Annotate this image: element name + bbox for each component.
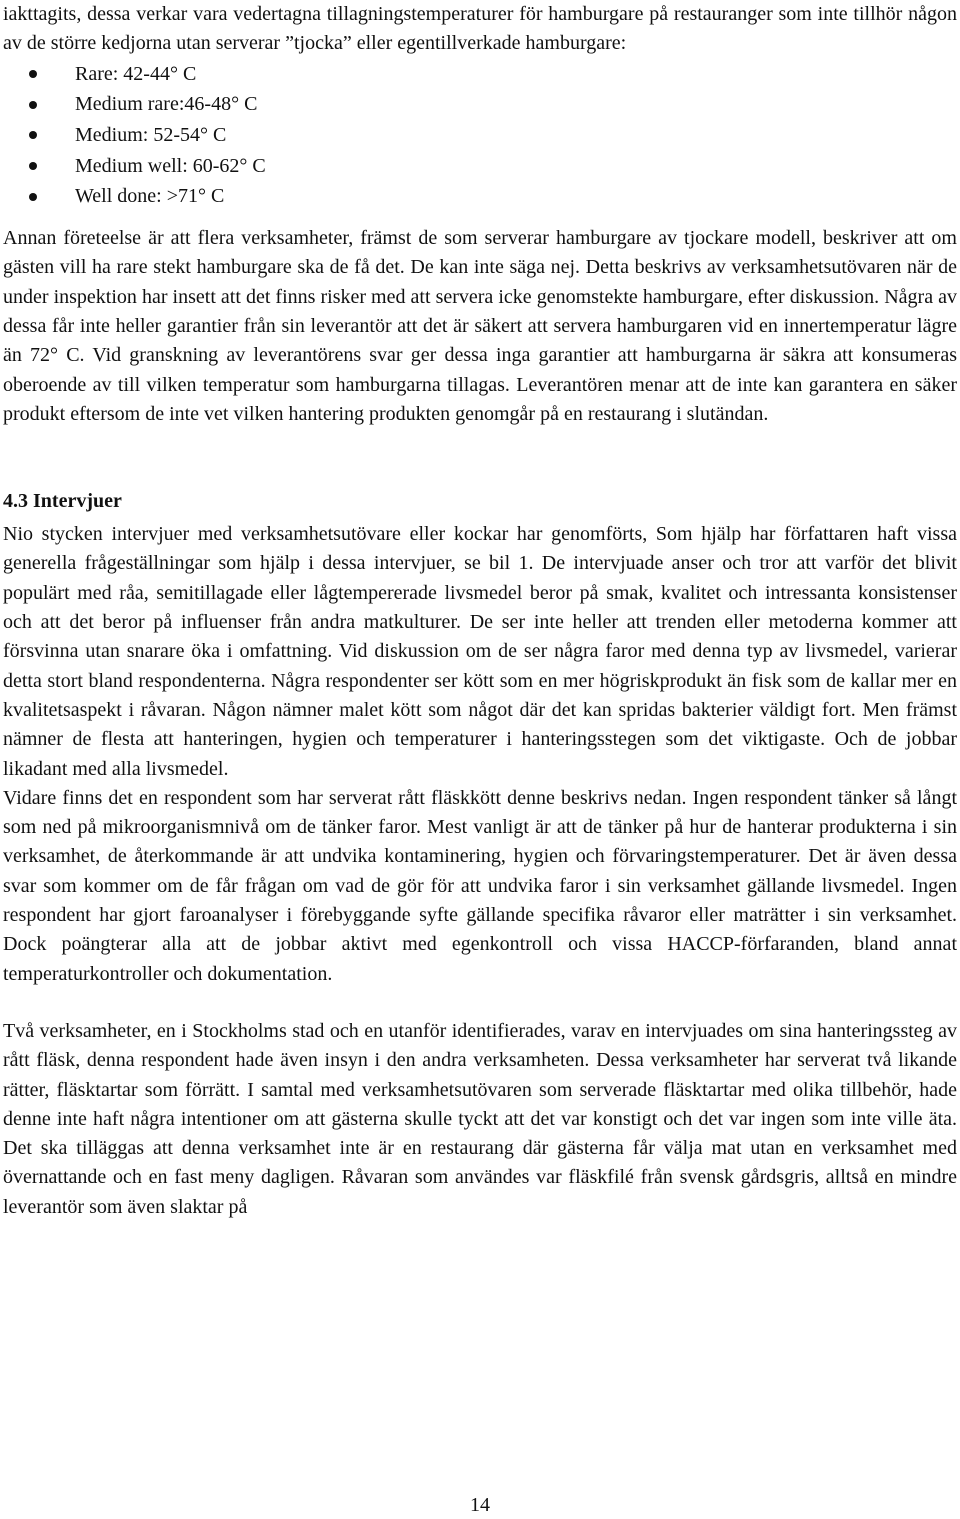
list-item-text: Well done: >71° C — [75, 185, 225, 208]
list-item-text: Medium well: 60-62° C — [75, 154, 266, 177]
bullet-icon — [29, 193, 37, 201]
list-item — [29, 59, 957, 90]
list-item-text: Medium: 52-54° C — [75, 124, 227, 146]
temperature-list — [29, 59, 957, 213]
bullet-icon — [29, 162, 37, 170]
paragraph-annan: Annan företeelse är att flera verksamheter, främst de som serverar hamburgare av tjockare modell, beskriver att om gästen vill ha rare stekt hamburgare ska de få det. De kan inte säga nej. Detta beskrivs av verksamhetsutövaren när de under inspektion har insett att det finns risker med att servera icke genomstekte hamburgare, efter diskussion. Några av dessa får inte heller garantier från sin leverantör att det är säkert att servera hamburgaren vid en innertemperatur lägre än 72° C. Vid granskning av leverantörens svar ger dessa inga garantier att hamburgarna är säkra att konsumeras oberoende av till vilken temperatur som hamburgarna tillagas. Leverantören menar att de inte kan garantera en säker produkt eftersom de inte vet vilken hantering produkten genomgår på en restaurang i slutändan. — [3, 227, 957, 425]
list-item — [29, 181, 957, 212]
list-item-text: Medium rare:46-48° C — [75, 93, 258, 116]
page-number: 14 — [470, 1494, 490, 1516]
list-item — [29, 120, 957, 151]
list-item — [29, 151, 957, 182]
paragraph-interviews: Nio stycken intervjuer med verksamhetsutövare eller kockar har genomförts, Som hjälp har författaren haft vissa generella frågeställningar som hjälp i dessa intervjuer, se bil 1. De intervjuade anser och tror att varför det blivit populärt med råa, semitillagade eller lågtempererade livsmedel beror på smak, kvalitet och intressanta konsistenser och att det beror på influenser från andra matkulturer. De ser inte heller att trenden eller metoderna kommer att försvinna utan snarare öka i omfattning. Vid diskussion om de ser några faror med denna typ av livsmedel, varierar detta stort bland respondenterna. Några respondenter ser kött som en mer högriskprodukt än fisk som de kallar mer en kvalitetsaspekt i råvaran. Någon nämner malet kött som något där det kan spridas bakterier väldigt fort. Men främst nämner de flesta att hanteringen, hygien och temperaturer i hanteringsstegen som det viktigaste. Och de jobbar likadant med alla livsmedel. — [3, 523, 957, 780]
list-item-text: Rare: 42-44° C — [75, 62, 197, 85]
list-item — [29, 89, 957, 120]
document-page — [3, 0, 957, 1222]
bullet-icon — [29, 101, 37, 109]
bullet-icon — [29, 131, 37, 139]
intro-paragraph: iakttagits, dessa verkar vara vedertagna tillagningstemperaturer för hamburgare på restauranger som inte tillhör någon av de större kedjorna utan serverar ”tjocka” eller egentillverkade hamburgare: — [3, 3, 957, 55]
paragraph-respondent: Vidare finns det en respondent som har serverat rått fläskkött denne beskrivs nedan. Ingen respondent tänker så långt som ned på mikroorganismnivå om de tänker faror. Mest vanligt är att de tänker på hur de hanterar produkterna i sin verksamhet, de återkommande är att undvika kontaminering, hygien och förvaringstemperaturer. Det är även dessa svar som kommer om de får frågan om vad de gör för att undvika faror i sin verksamhet gällande livsmedel. Ingen respondent har gjort faroanalyser i förebyggande syfte gällande specifika råvaror eller maträtter i sin verksamhet. Dock poängterar alla att de jobbar aktivt med egenkontroll och vissa HACCP-förfaranden, bland annat temperaturkontroller och dokumentation. — [3, 786, 957, 985]
bullet-icon — [29, 70, 37, 78]
section-heading: 4.3 Intervjuer — [3, 490, 122, 513]
paragraph-two-businesses: Två verksamheter, en i Stockholms stad och en utanför identifierades, varav en intervjuades om sina hanteringssteg av rått fläsk, denna respondent hade även insyn i den andra verksamheten. Dessa verksamheter har serverat två likande rätter, fläsktartar som förrätt. I samtal med verksamhetsutövaren som serverade fläsktartar med olika tillbehör, hade denne inte haft några intentioner om att gästerna skulle tyckt att det var konstigt och det var ingen som inte ville äta. Det ska tilläggas att denna verksamhet inte är en restaurang där gästerna får välja mat utan en verksamhet med övernattande och en fast meny dagligen. Råvaran som användes var fläskfilé från svensk gårdsgris, alltså en mindre leverantör som även slaktar på — [3, 1019, 957, 1218]
